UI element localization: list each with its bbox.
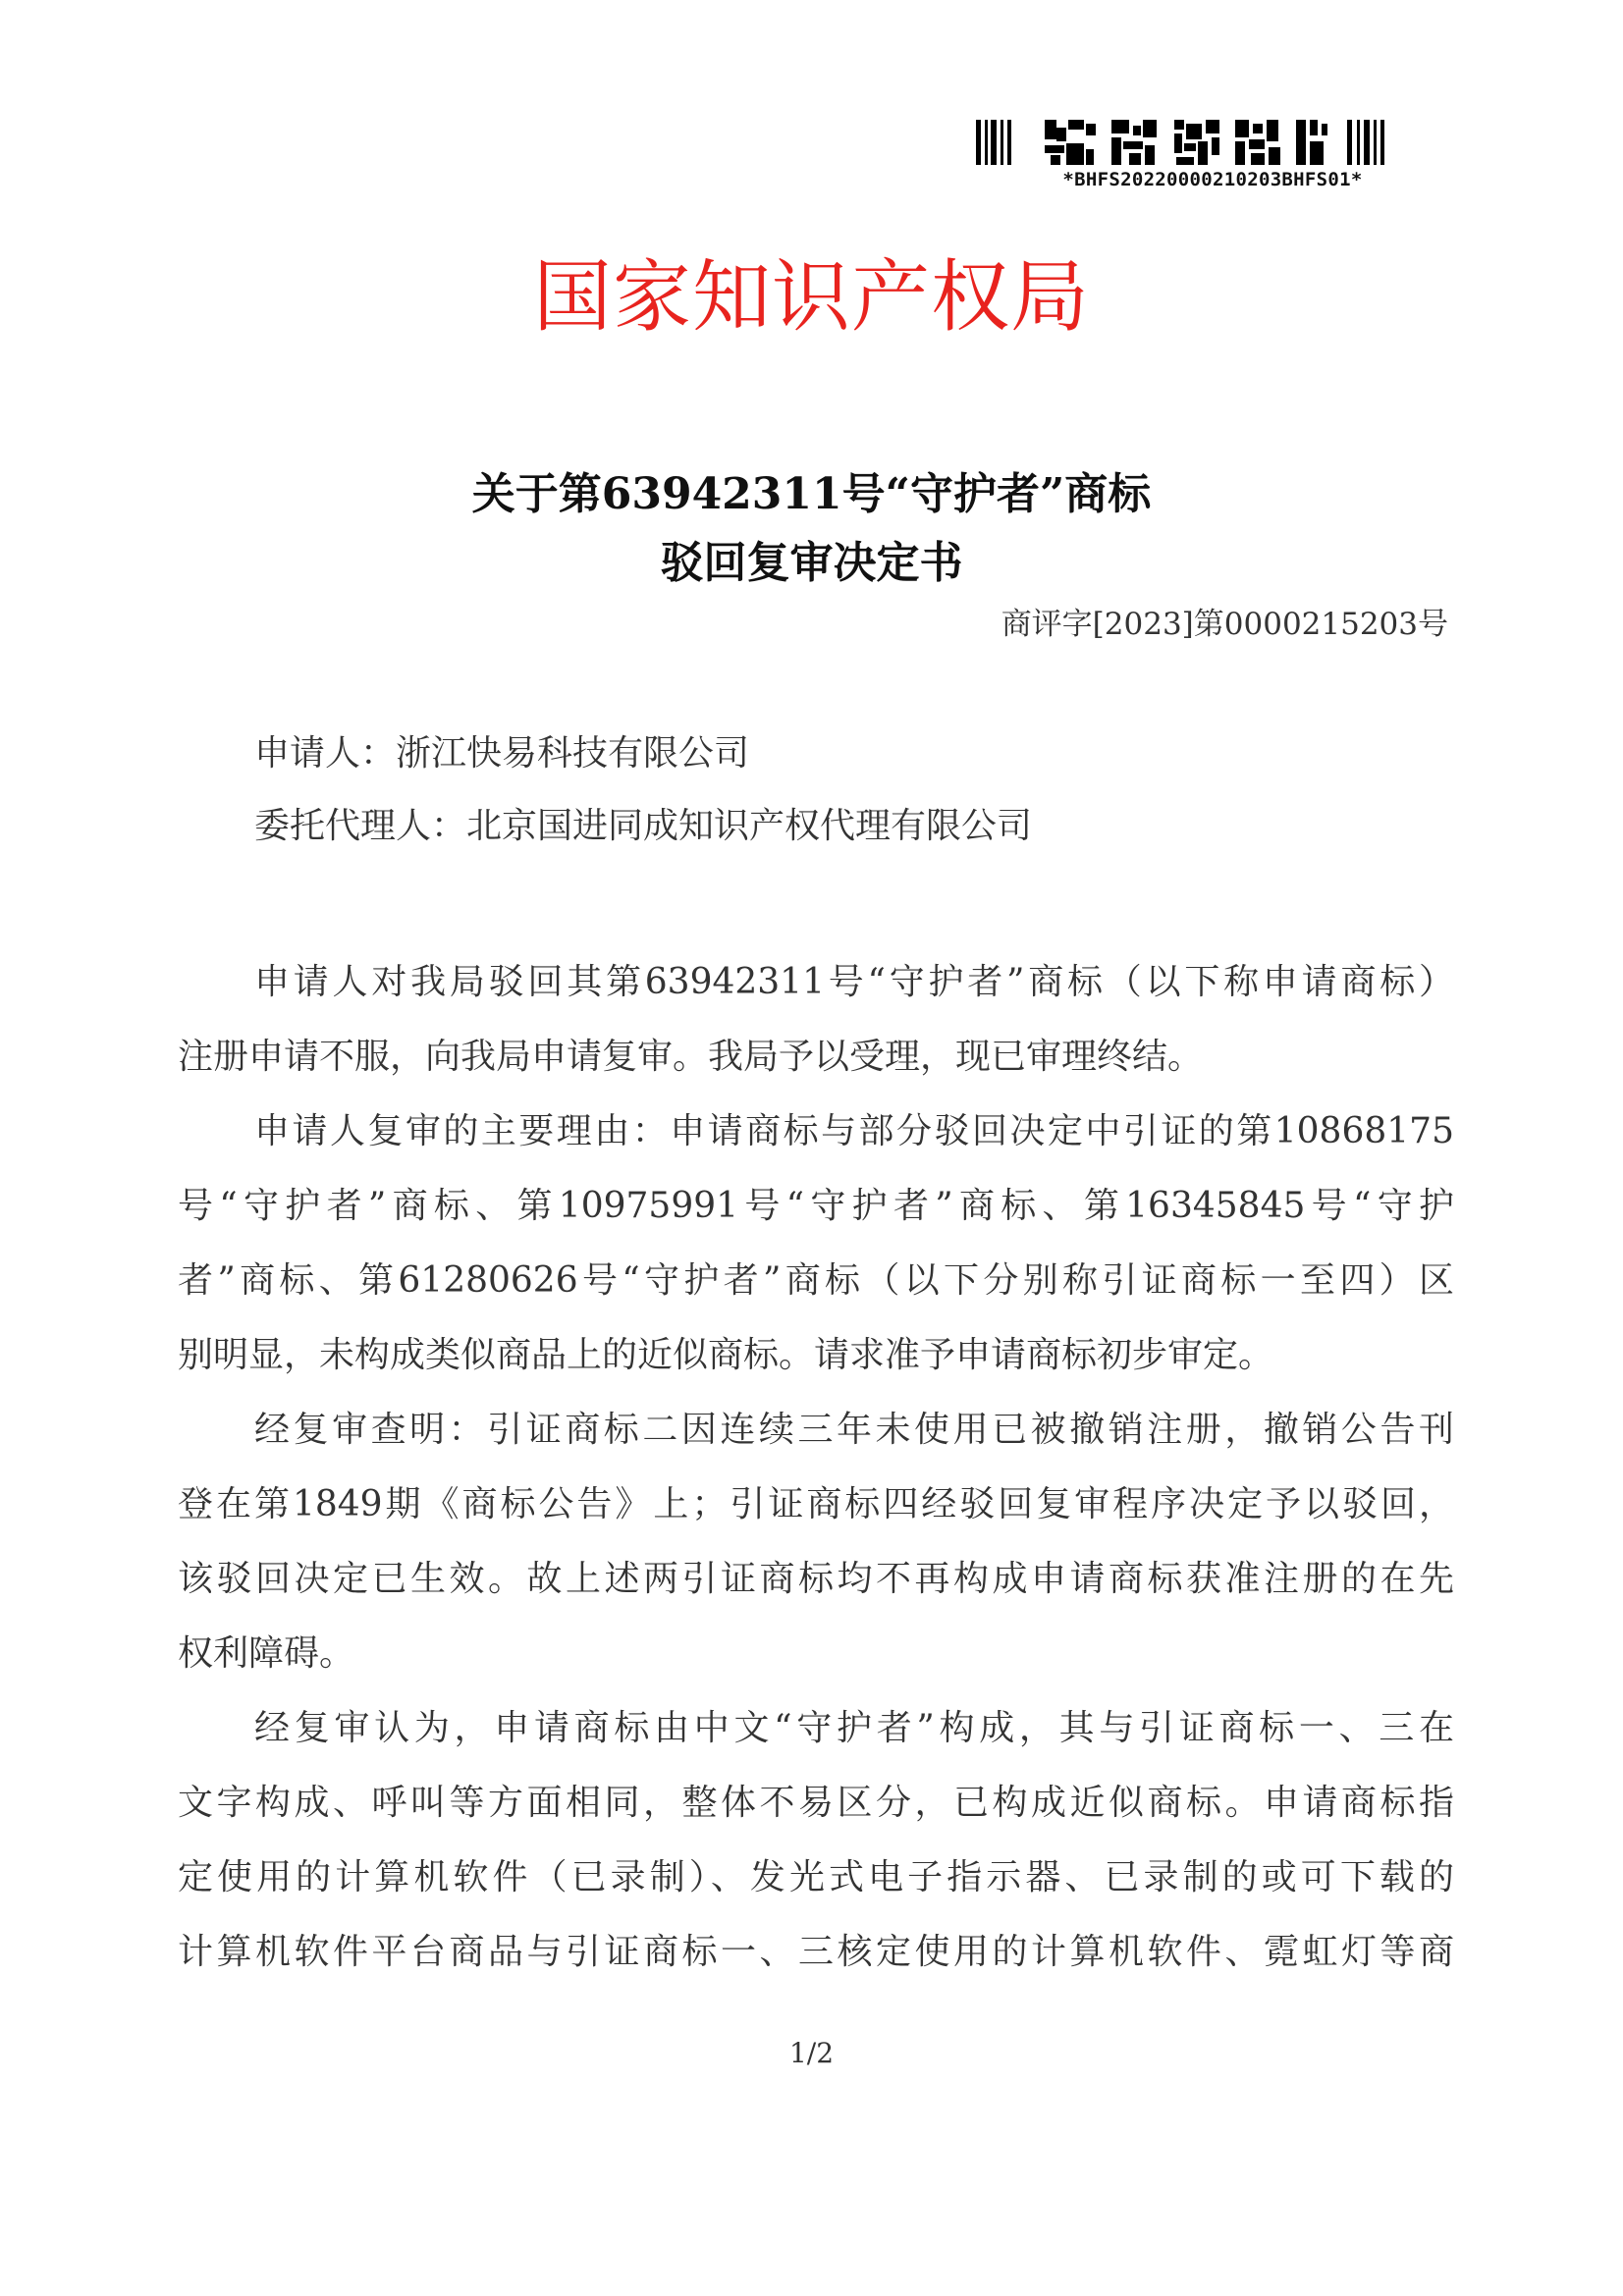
decision-body: [178, 945, 1454, 1990]
body-line: 经复审查明：引证商标二因连续三年未使用已被撤销注册，撤销公告刊: [254, 1410, 1454, 1450]
body-line: 申请人复审的主要理由：申请商标与部分驳回决定中引证的第10868175: [254, 1111, 1454, 1151]
paragraph-grounds: [178, 1095, 1454, 1393]
body-line: 计算机软件平台商品与引证商标一、三核定使用的计算机软件、霓虹灯等商: [178, 1932, 1454, 1972]
body-line: 权利障碍。: [178, 1633, 355, 1674]
body-line: 登在第1849期《商标公告》上；引证商标四经驳回复审程序决定予以驳回，: [178, 1484, 1454, 1524]
body-line: 注册申请不服，向我局申请复审。我局予以受理，现已审理终结。: [178, 1037, 1204, 1077]
agency-name: 国家知识产权局: [533, 251, 1090, 343]
agent-line: 委托代理人：北京国进同成知识产权代理有限公司: [254, 806, 1033, 846]
paragraph-reasoning: [178, 1691, 1454, 1990]
page-number: 1/2: [788, 2037, 835, 2069]
body-line: 者”商标、第61280626号“守护者”商标（以下分别称引证商标一至四）区: [178, 1260, 1454, 1301]
body-line: 该驳回决定已生效。故上述两引证商标均不再构成申请商标获准注册的在先: [178, 1559, 1454, 1599]
document-title-line-1: 关于第63942311号“守护者”商标: [471, 469, 1152, 519]
barcode: [976, 120, 1388, 165]
body-line: 申请人对我局驳回其第63942311号“守护者”商标（以下称申请商标）: [254, 962, 1454, 1002]
body-line: 别明显，未构成类似商品上的近似商标。请求准予申请商标初步审定。: [178, 1335, 1274, 1375]
barcode-caption: *BHFS20220000210203BHFS01*: [1062, 169, 1363, 190]
paragraph-findings: [178, 1393, 1454, 1691]
body-line: 号“守护者”商标、第10975991号“守护者”商标、第16345845号“守护: [178, 1186, 1454, 1226]
body-line: 文字构成、呼叫等方面相同，整体不易区分，已构成近似商标。申请商标指: [178, 1783, 1454, 1823]
paragraph-request: [178, 945, 1454, 1095]
reference-number: 商评字[2023]第0000215203号: [1001, 607, 1448, 642]
body-line: 经复审认为，申请商标由中文“守护者”构成，其与引证商标一、三在: [254, 1708, 1454, 1748]
body-line: 定使用的计算机软件（已录制）、发光式电子指示器、已录制的或可下载的: [178, 1857, 1454, 1897]
applicant-line: 申请人：浙江快易科技有限公司: [254, 733, 750, 774]
document-title-line-2: 驳回复审决定书: [660, 538, 963, 588]
